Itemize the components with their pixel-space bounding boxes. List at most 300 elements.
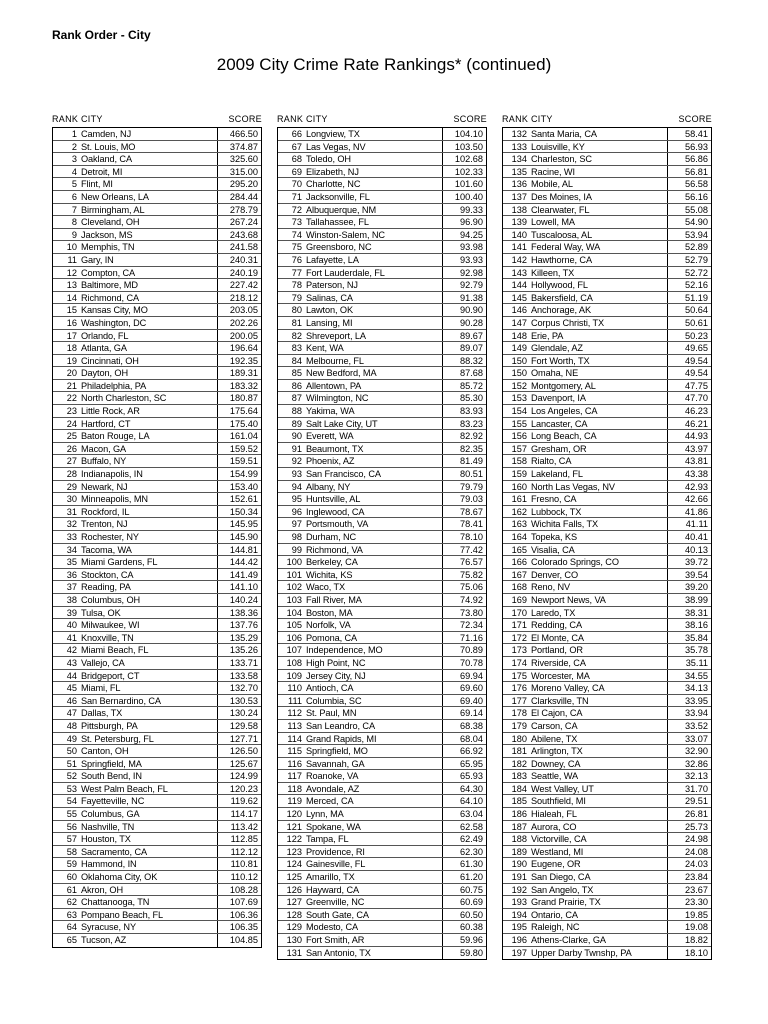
table-row	[53, 493, 261, 506]
score-cell: 129.58	[217, 720, 258, 732]
table-row	[278, 481, 486, 494]
city-cell: Des Moines, IA	[531, 191, 592, 202]
table-row	[503, 267, 711, 280]
table-row	[53, 367, 261, 380]
rank-cell: 196	[511, 935, 527, 945]
city-cell: Wichita Falls, TX	[531, 519, 599, 530]
rank-cell: 163	[511, 519, 527, 530]
table-row	[503, 544, 711, 557]
score-cell: 62.49	[442, 833, 483, 845]
section-label: Rank Order - City	[52, 28, 151, 42]
rank-cell: 108	[286, 657, 302, 668]
score-cell: 202.26	[217, 317, 258, 329]
score-cell: 40.13	[667, 544, 708, 556]
rank-cell: 26	[66, 443, 77, 454]
score-cell: 35.84	[667, 632, 708, 644]
rank-cell: 40	[66, 620, 77, 631]
rank-cell: 42	[66, 645, 77, 656]
city-cell: Amarillo, TX	[306, 872, 355, 883]
city-cell: Anchorage, AK	[531, 305, 591, 316]
rank-cell: 197	[511, 947, 527, 958]
table-row	[278, 468, 486, 481]
score-cell: 94.25	[442, 229, 483, 241]
city-cell: Camden, NJ	[81, 129, 132, 139]
rank-cell: 158	[511, 456, 527, 467]
table-row	[53, 468, 261, 481]
city-cell: Arlington, TX	[531, 746, 583, 757]
rank-cell: 46	[66, 695, 77, 706]
rank-cell: 179	[511, 720, 527, 731]
table-row	[278, 833, 486, 846]
table-row	[278, 304, 486, 317]
score-cell: 69.94	[442, 670, 483, 682]
table-row	[503, 821, 711, 834]
city-cell: Boston, MA	[306, 607, 353, 618]
city-cell: Laredo, TX	[531, 607, 576, 618]
table-row	[53, 405, 261, 418]
rank-cell: 189	[511, 846, 527, 857]
score-cell: 133.58	[217, 670, 258, 682]
score-cell: 50.61	[667, 317, 708, 329]
rank-cell: 137	[511, 191, 527, 202]
score-cell: 64.10	[442, 795, 483, 807]
rank-cell: 116	[287, 758, 302, 769]
score-cell: 35.78	[667, 644, 708, 656]
rank-cell: 88	[291, 406, 302, 417]
score-cell: 74.92	[442, 594, 483, 606]
score-cell: 180.87	[217, 392, 258, 404]
score-cell: 295.20	[217, 178, 258, 190]
rank-cell: 30	[66, 494, 77, 505]
score-cell: 159.51	[217, 455, 258, 467]
city-cell: Hayward, CA	[306, 884, 360, 895]
table-row	[503, 330, 711, 343]
table-row	[278, 581, 486, 594]
city-cell: Cleveland, OH	[81, 217, 140, 228]
table-row	[53, 216, 261, 229]
rank-cell: 193	[511, 897, 527, 908]
rank-cell: 45	[66, 683, 77, 694]
rank-cell: 110	[287, 683, 302, 694]
rank-cell: 47	[66, 708, 77, 719]
score-cell: 41.86	[667, 506, 708, 518]
score-cell: 51.19	[667, 292, 708, 304]
table-row	[53, 934, 261, 947]
city-cell: Killeen, TX	[531, 267, 575, 278]
score-cell: 70.78	[442, 657, 483, 669]
table-row	[503, 795, 711, 808]
table-row	[278, 330, 486, 343]
table-row	[53, 443, 261, 456]
rank-cell: 99	[291, 544, 302, 555]
score-cell: 69.14	[442, 707, 483, 719]
city-cell: Bakersfield, CA	[531, 292, 593, 303]
rank-cell: 69	[291, 166, 302, 177]
city-cell: Reno, NV	[531, 582, 571, 593]
score-cell: 175.64	[217, 405, 258, 417]
score-cell: 189.31	[217, 367, 258, 379]
score-cell: 47.75	[667, 380, 708, 392]
score-cell: 43.38	[667, 468, 708, 480]
city-cell: Huntsville, AL	[306, 494, 361, 505]
rank-cell: 76	[291, 254, 302, 265]
city-cell: Antioch, CA	[306, 683, 354, 694]
score-cell: 55.08	[667, 204, 708, 216]
score-cell: 64.30	[442, 783, 483, 795]
table-row	[53, 581, 261, 594]
rank-cell: 117	[287, 771, 302, 782]
table-row	[278, 884, 486, 897]
score-cell: 38.16	[667, 619, 708, 631]
score-cell: 79.03	[442, 493, 483, 505]
rank-cell: 166	[511, 557, 527, 568]
score-cell: 42.66	[667, 493, 708, 505]
rank-cell: 70	[291, 179, 302, 190]
score-cell: 119.62	[217, 795, 258, 807]
city-cell: Fayetteville, NC	[81, 796, 145, 807]
rank-cell: 128	[286, 909, 302, 920]
table-row	[278, 229, 486, 242]
rank-cell: 160	[511, 481, 527, 492]
city-cell: Tallahassee, FL	[306, 217, 369, 228]
rank-cell: 170	[511, 607, 527, 618]
table-row	[278, 292, 486, 305]
score-cell: 90.28	[442, 317, 483, 329]
rank-cell: 34	[66, 544, 77, 555]
table-row	[278, 783, 486, 796]
city-cell: Washington, DC	[81, 317, 147, 328]
city-cell: Nashville, TN	[81, 821, 135, 832]
rank-cell: 2	[71, 141, 77, 152]
city-cell: Merced, CA	[306, 796, 354, 807]
city-cell: Springfield, MO	[306, 746, 368, 757]
rank-cell: 23	[66, 406, 77, 417]
city-cell: Las Vegas, NV	[306, 141, 366, 152]
table-row	[503, 833, 711, 846]
table-row	[503, 430, 711, 443]
rank-cell: 65	[66, 935, 77, 945]
score-cell: 60.69	[442, 896, 483, 908]
score-cell: 104.10	[442, 128, 483, 140]
table-row	[503, 279, 711, 292]
city-cell: Richmond, CA	[81, 292, 140, 303]
rank-cell: 105	[286, 620, 302, 631]
table-row	[278, 594, 486, 607]
table-row	[53, 733, 261, 746]
city-cell: Colorado Springs, CO	[531, 557, 619, 568]
city-cell: Worcester, MA	[531, 670, 590, 681]
table-row	[53, 531, 261, 544]
city-cell: Portsmouth, VA	[306, 519, 369, 530]
city-cell: Corpus Christi, TX	[531, 317, 605, 328]
city-cell: Long Beach, CA	[531, 431, 597, 442]
city-cell: Salt Lake City, UT	[306, 418, 378, 429]
table-row	[53, 657, 261, 670]
rank-cell: 63	[66, 909, 77, 920]
city-cell: Kansas City, MO	[81, 305, 148, 316]
table-row	[53, 267, 261, 280]
rank-cell: 44	[66, 670, 77, 681]
score-cell: 78.67	[442, 506, 483, 518]
city-cell: Springfield, MA	[81, 758, 142, 769]
table-row	[503, 934, 711, 947]
rank-cell: 153	[511, 393, 527, 404]
city-cell: Columbus, OH	[81, 594, 141, 605]
rank-cell: 131	[286, 947, 302, 958]
score-cell: 49.54	[667, 367, 708, 379]
table-row	[503, 518, 711, 531]
score-cell: 72.34	[442, 619, 483, 631]
rank-cell: 79	[291, 292, 302, 303]
city-cell: Jacksonville, FL	[306, 191, 370, 202]
city-cell: Clarksville, TN	[531, 695, 589, 706]
city-cell: San Angelo, TX	[531, 884, 594, 895]
city-cell: Hammond, IN	[81, 859, 137, 870]
city-cell: Charleston, SC	[531, 154, 592, 165]
rank-cell: 127	[286, 897, 302, 908]
rank-cell: 78	[291, 280, 302, 291]
city-cell: Newport News, VA	[531, 594, 606, 605]
table-row	[278, 254, 486, 267]
city-cell: Montgomery, AL	[531, 380, 596, 391]
rank-cell: 182	[511, 758, 527, 769]
city-cell: Newark, NJ	[81, 481, 128, 492]
rank-cell: 126	[286, 884, 302, 895]
table-row	[503, 670, 711, 683]
rank-cell: 36	[66, 569, 77, 580]
city-cell: Moreno Valley, CA	[531, 683, 605, 694]
table-row	[53, 166, 261, 179]
score-cell: 66.92	[442, 745, 483, 757]
city-cell: Clearwater, FL	[531, 204, 590, 215]
table-row	[503, 884, 711, 897]
rank-cell: 97	[291, 519, 302, 530]
table-row	[53, 178, 261, 191]
table-row	[53, 569, 261, 582]
score-cell: 65.95	[442, 758, 483, 770]
city-cell: Norfolk, VA	[306, 620, 351, 631]
score-cell: 126.50	[217, 745, 258, 757]
table-row	[278, 619, 486, 632]
city-cell: Chattanooga, TN	[81, 897, 150, 908]
city-cell: Orlando, FL	[81, 330, 129, 341]
score-cell: 39.54	[667, 569, 708, 581]
city-cell: Detroit, MI	[81, 166, 123, 177]
rank-cell: 43	[66, 657, 77, 668]
table-row	[503, 153, 711, 166]
score-cell: 145.90	[217, 531, 258, 543]
rank-cell: 142	[511, 254, 527, 265]
table-row	[503, 644, 711, 657]
rank-cell: 157	[511, 443, 527, 454]
table-row	[278, 241, 486, 254]
table-row	[278, 770, 486, 783]
city-cell: Yakima, WA	[306, 406, 355, 417]
rank-cell: 125	[286, 872, 302, 883]
city-cell: Bridgeport, CT	[81, 670, 140, 681]
table-row	[503, 405, 711, 418]
table-row	[53, 783, 261, 796]
table-row	[503, 506, 711, 519]
city-cell: Miami Beach, FL	[81, 645, 149, 656]
table-row	[278, 909, 486, 922]
score-cell: 59.96	[442, 934, 483, 946]
city-cell: Modesto, CA	[306, 922, 359, 933]
city-cell: Sacramento, CA	[81, 846, 148, 857]
table-row	[503, 896, 711, 909]
rank-cell: 27	[66, 456, 77, 467]
rank-cell: 66	[291, 129, 302, 139]
score-cell: 50.64	[667, 304, 708, 316]
score-cell: 78.10	[442, 531, 483, 543]
city-cell: Indianapolis, IN	[81, 469, 143, 480]
rank-cell: 129	[286, 922, 302, 933]
table-row	[278, 682, 486, 695]
score-cell: 39.20	[667, 581, 708, 593]
table-row	[278, 342, 486, 355]
score-cell: 32.90	[667, 745, 708, 757]
table-row	[503, 455, 711, 468]
rank-cell: 164	[511, 532, 527, 542]
table-row	[53, 884, 261, 897]
score-cell: 34.55	[667, 670, 708, 682]
table-row	[53, 770, 261, 783]
city-cell: Oklahoma City, OK	[81, 872, 158, 883]
rank-cell: 172	[511, 632, 527, 643]
score-cell: 33.94	[667, 707, 708, 719]
rank-cell: 149	[511, 343, 527, 354]
city-cell: Pompano Beach, FL	[81, 909, 164, 920]
table-row	[278, 317, 486, 330]
table-row	[278, 644, 486, 657]
score-cell: 100.40	[442, 191, 483, 203]
score-cell: 175.40	[217, 418, 258, 430]
city-cell: Davenport, IA	[531, 393, 586, 404]
table-row	[503, 707, 711, 720]
rank-cell: 159	[511, 469, 527, 480]
table-row	[53, 846, 261, 859]
table-row	[278, 733, 486, 746]
city-cell: Fall River, MA	[306, 594, 362, 605]
rank-cell: 195	[511, 922, 527, 933]
city-cell: Inglewood, CA	[306, 506, 365, 517]
city-cell: Charlotte, NC	[306, 179, 361, 190]
rank-cell: 29	[66, 481, 77, 492]
score-cell: 70.89	[442, 644, 483, 656]
table-row	[503, 720, 711, 733]
score-cell: 183.32	[217, 380, 258, 392]
rank-cell: 165	[511, 544, 527, 555]
score-cell: 33.52	[667, 720, 708, 732]
table-row	[53, 153, 261, 166]
rank-cell: 130	[286, 935, 302, 945]
city-cell: Longview, TX	[306, 129, 360, 139]
rank-cell: 180	[511, 733, 527, 744]
column-header	[502, 113, 712, 127]
rank-cell: 121	[286, 821, 302, 832]
table-row	[503, 317, 711, 330]
rank-cell: 100	[286, 557, 302, 568]
city-cell: Cincinnati, OH	[81, 355, 139, 366]
score-cell: 56.81	[667, 166, 708, 178]
table-row	[278, 392, 486, 405]
city-cell: Columbus, GA	[81, 809, 140, 820]
city-cell: Durham, NC	[306, 532, 357, 542]
rank-cell: 50	[66, 746, 77, 757]
city-cell: Atlanta, GA	[81, 343, 127, 354]
table-row	[503, 493, 711, 506]
score-cell: 53.94	[667, 229, 708, 241]
city-cell: Pittsburgh, PA	[81, 720, 138, 731]
score-cell: 137.76	[217, 619, 258, 631]
score-cell: 80.51	[442, 468, 483, 480]
rank-cell: 156	[511, 431, 527, 442]
rank-cell: 119	[287, 796, 302, 807]
table-row	[278, 632, 486, 645]
score-cell: 83.93	[442, 405, 483, 417]
score-cell: 32.86	[667, 758, 708, 770]
city-cell: Gresham, OR	[531, 443, 587, 454]
table-row	[278, 544, 486, 557]
city-cell: Tuscaloosa, AL	[531, 229, 593, 240]
score-cell: 46.23	[667, 405, 708, 417]
city-cell: Lubbock, TX	[531, 506, 582, 517]
score-cell: 24.98	[667, 833, 708, 845]
rank-cell: 175	[511, 670, 527, 681]
rank-cell: 13	[66, 280, 77, 291]
score-cell: 92.98	[442, 267, 483, 279]
rank-cell: 10	[66, 242, 77, 253]
score-cell: 200.05	[217, 330, 258, 342]
city-cell: Macon, GA	[81, 443, 127, 454]
rank-cell: 75	[291, 242, 302, 253]
city-cell: North Charleston, SC	[81, 393, 167, 404]
score-cell: 62.58	[442, 821, 483, 833]
score-cell: 59.80	[442, 947, 483, 960]
score-cell: 240.19	[217, 267, 258, 279]
score-cell: 315.00	[217, 166, 258, 178]
city-cell: Houston, TX	[81, 834, 131, 845]
table-row	[278, 380, 486, 393]
rank-cell: 183	[511, 771, 527, 782]
table-row	[503, 128, 711, 141]
table-row	[53, 921, 261, 934]
document-title: 2009 City Crime Rate Rankings* (continued)	[216, 55, 552, 74]
city-cell: Compton, CA	[81, 267, 136, 278]
rank-cell: 184	[511, 783, 527, 794]
table-row	[278, 808, 486, 821]
rank-cell: 185	[511, 796, 527, 807]
rank-cell: 107	[286, 645, 302, 656]
city-cell: Lafayette, LA	[306, 254, 359, 265]
score-cell: 58.41	[667, 128, 708, 140]
table-row	[503, 241, 711, 254]
table-row	[278, 758, 486, 771]
score-cell: 85.30	[442, 392, 483, 404]
table-row	[53, 342, 261, 355]
table-row	[503, 682, 711, 695]
table-row	[503, 871, 711, 884]
rank-city-header: RANK CITY	[52, 114, 103, 124]
rank-cell: 181	[511, 746, 527, 757]
score-cell: 106.35	[217, 921, 258, 933]
score-cell: 71.16	[442, 632, 483, 644]
column-header	[52, 113, 262, 127]
city-cell: Lansing, MI	[306, 317, 353, 328]
city-cell: Independence, MO	[306, 645, 383, 656]
table-row	[503, 191, 711, 204]
table-row	[503, 418, 711, 431]
